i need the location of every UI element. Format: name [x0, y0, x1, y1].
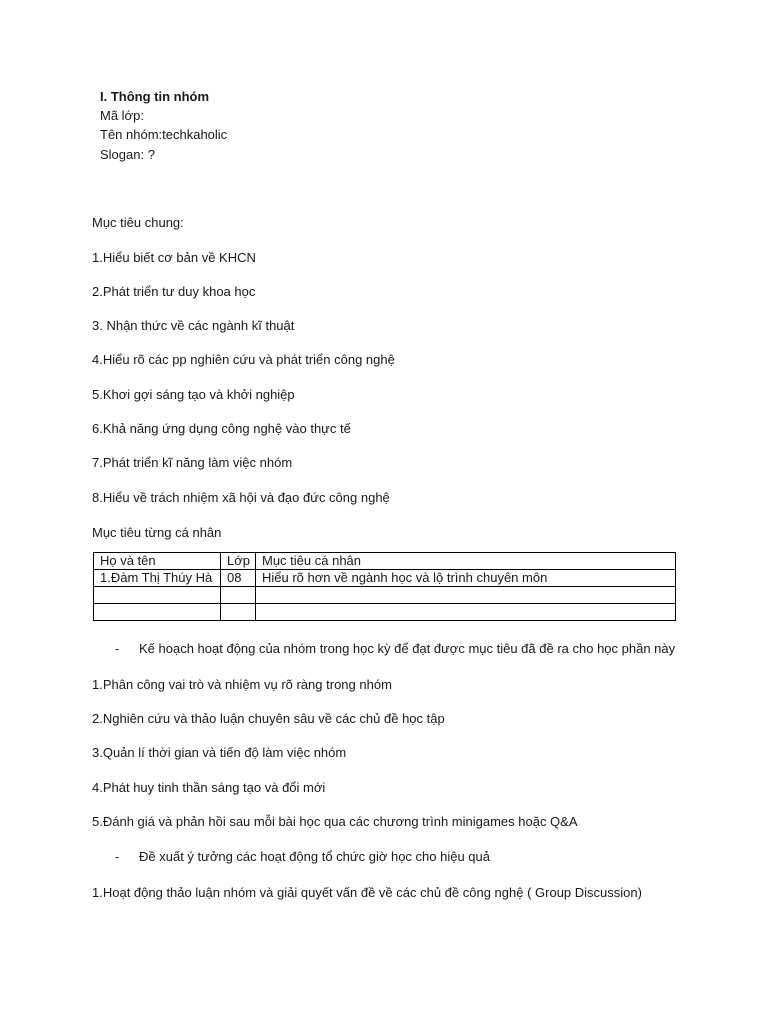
activity-plan-bullet-item: [115, 641, 675, 657]
class-code-label: Mã lớp:: [100, 108, 144, 123]
common-goal-item: 8.Hiểu về trách nhiệm xã hội và đạo đức công nghệ: [92, 490, 390, 505]
table-cell[interactable]: [221, 587, 256, 604]
activity-plan-item: 2.Nghiên cứu và thảo luận chuyên sâu về các chủ đề học tập: [92, 711, 445, 726]
common-goals-heading: Mục tiêu chung:: [92, 215, 184, 230]
common-goal-item: 3. Nhận thức về các ngành kĩ thuật: [92, 318, 295, 333]
activity-plan-item: 1.Phân công vai trò và nhiệm vụ rõ ràng trong nhóm: [92, 677, 392, 692]
table-cell[interactable]: 08: [221, 570, 256, 587]
table-row: [94, 570, 676, 587]
individual-goals-table: [93, 552, 676, 621]
table-cell[interactable]: [221, 604, 256, 621]
table-row: [94, 587, 676, 604]
class-ideas-item: 1.Hoạt động thảo luận nhóm và giải quyết vấn đề về các chủ đề công nghệ ( Group Discussion): [92, 885, 642, 900]
table-header-cell: Mục tiêu cá nhân: [256, 553, 676, 570]
table-cell[interactable]: Hiểu rõ hơn về ngành học và lộ trình chuyên môn: [256, 570, 676, 587]
table-cell[interactable]: 1.Đàm Thị Thúy Hà: [94, 570, 221, 587]
common-goal-item: 7.Phát triển kĩ năng làm việc nhóm: [92, 455, 293, 470]
table-header-cell: Họ và tên: [94, 553, 221, 570]
common-goal-item: 2.Phát triển tư duy khoa học: [92, 284, 256, 299]
common-goal-item: 4.Hiểu rõ các pp nghiên cứu và phát triển công nghệ: [92, 352, 395, 367]
table-header-row: [94, 553, 676, 570]
common-goal-item: 1.Hiểu biết cơ bản về KHCN: [92, 250, 256, 265]
activity-plan-heading: Kế hoạch hoạt động của nhóm trong học kỳ để đạt được mục tiêu đã đề ra cho học phần này: [139, 641, 676, 656]
activity-plan-item: 3.Quản lí thời gian và tiến độ làm việc nhóm: [92, 745, 347, 760]
common-goal-item: 6.Khả năng ứng dụng công nghệ vào thực tế: [92, 421, 351, 436]
bullet-dash: -: [115, 641, 120, 656]
table-row: [94, 604, 676, 621]
bullet-dash: -: [115, 849, 120, 864]
class-ideas-heading: Đề xuất ý tưởng các hoạt động tổ chức giờ học cho hiệu quả: [139, 849, 490, 864]
individual-goals-heading: Mục tiêu từng cá nhân: [92, 525, 222, 540]
table-cell[interactable]: [94, 587, 221, 604]
activity-plan-item: 5.Đánh giá và phản hồi sau mỗi bài học qua các chương trình minigames hoặc Q&A: [92, 814, 578, 829]
slogan: Slogan: ?: [100, 147, 155, 162]
group-name: Tên nhóm:techkaholic: [100, 127, 228, 142]
class-ideas-bullet-item: [115, 849, 490, 865]
table-header-cell: Lớp: [221, 553, 256, 570]
table-cell[interactable]: [94, 604, 221, 621]
table-cell[interactable]: [256, 587, 676, 604]
common-goal-item: 5.Khơi gợi sáng tạo và khởi nghiệp: [92, 387, 295, 402]
group-info-heading: I. Thông tin nhóm: [100, 89, 210, 104]
table-cell[interactable]: [256, 604, 676, 621]
activity-plan-item: 4.Phát huy tinh thần sáng tạo và đổi mới: [92, 780, 326, 795]
